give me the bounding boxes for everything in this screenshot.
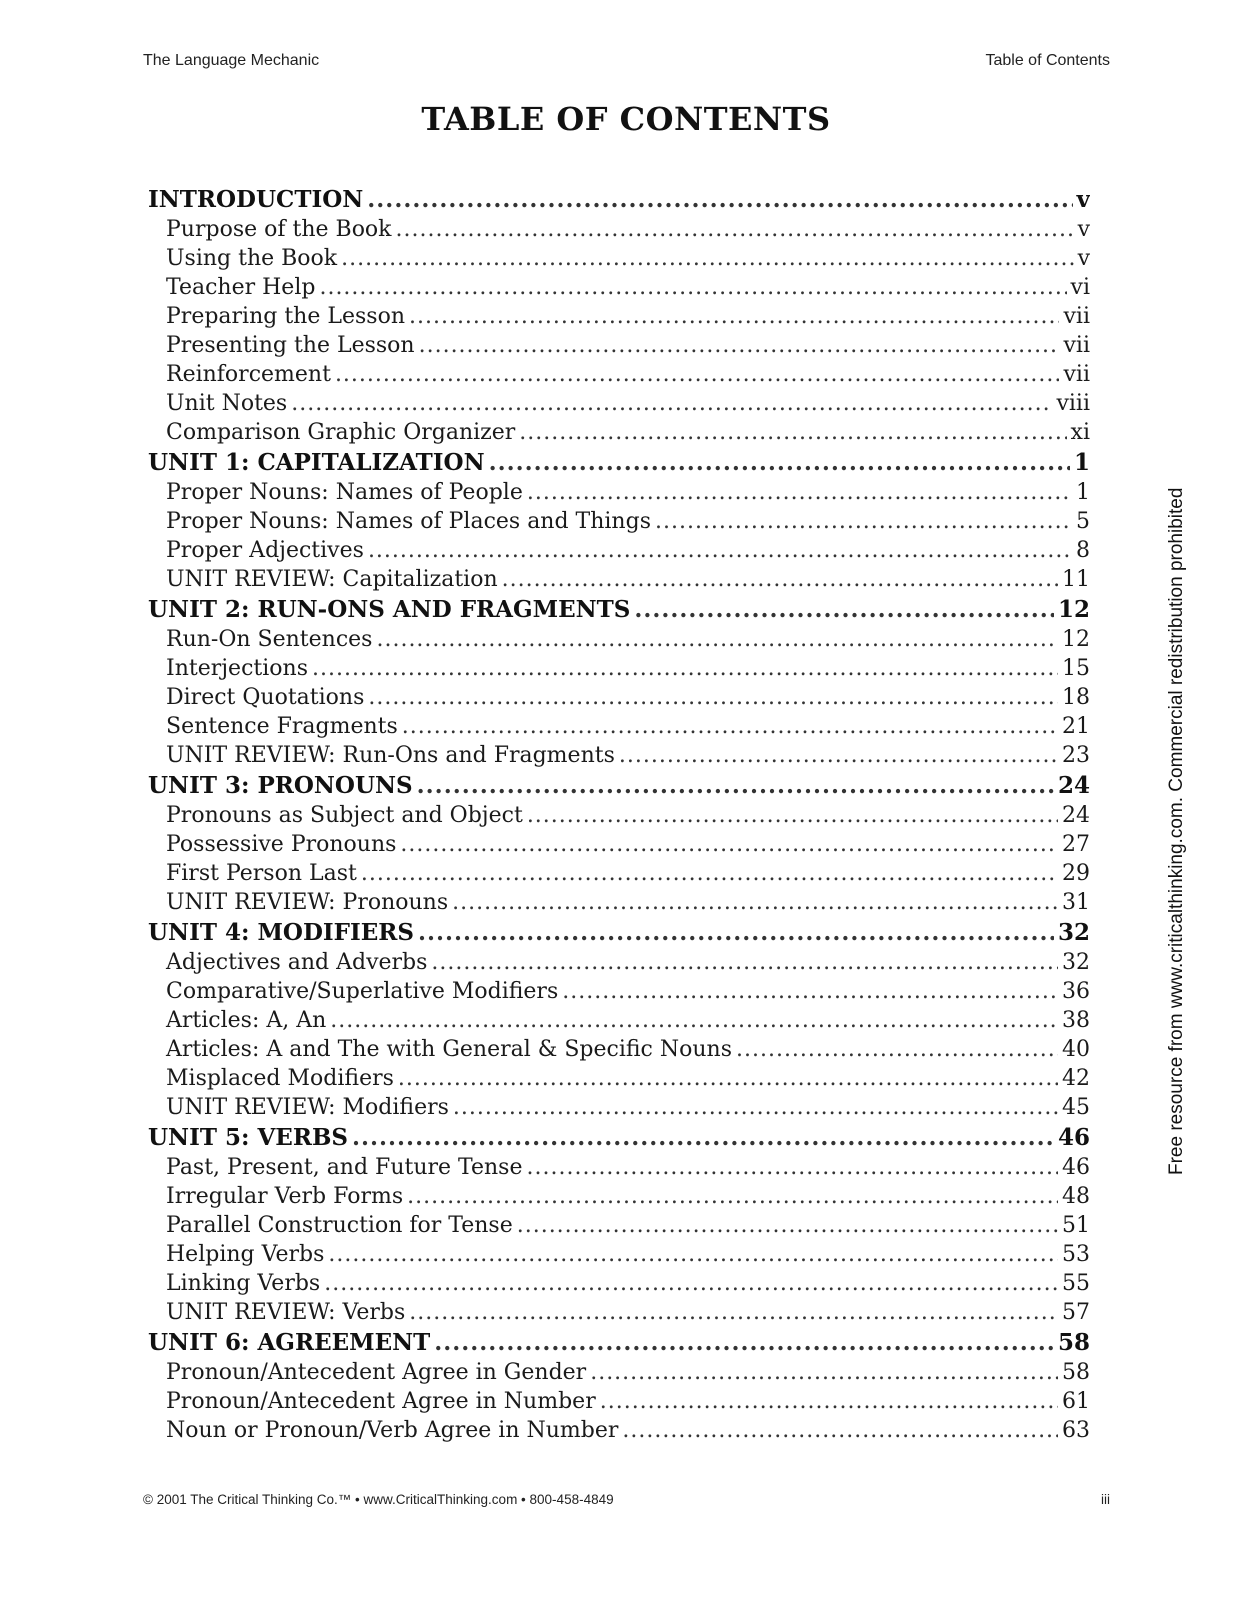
- toc-entry-row: [148, 1298, 1090, 1327]
- dot-leader: [409, 302, 1060, 331]
- toc-unit-row: [148, 770, 1090, 801]
- toc-entry-label: Noun or Pronoun/Verb Agree in Number: [166, 1418, 619, 1443]
- toc-page-number: 58: [1057, 1329, 1090, 1356]
- dot-leader: [312, 654, 1058, 683]
- toc-page-number: 57: [1062, 1300, 1090, 1325]
- dot-leader: [452, 888, 1058, 917]
- toc-entry-row: [148, 536, 1090, 565]
- toc-entry-row: [148, 683, 1090, 712]
- toc-entry-label: Preparing the Lesson: [166, 304, 405, 329]
- toc-page-number: 45: [1062, 1095, 1090, 1120]
- toc-entry-label: UNIT REVIEW: Pronouns: [166, 890, 449, 915]
- dot-leader: [502, 565, 1058, 594]
- toc-entry-label: Using the Book: [166, 246, 338, 271]
- toc-page-number: 18: [1062, 685, 1090, 710]
- dot-leader: [407, 1182, 1058, 1211]
- toc-entry-label: Proper Nouns: Names of Places and Things: [166, 509, 651, 534]
- dot-leader: [517, 1211, 1058, 1240]
- toc-unit-row: [148, 594, 1090, 625]
- dot-leader: [361, 859, 1058, 888]
- dot-leader: [519, 418, 1066, 447]
- toc-unit-row: [148, 447, 1090, 478]
- toc-entry-label: UNIT 3: PRONOUNS: [148, 772, 413, 799]
- toc-entry-label: Articles: A and The with General & Specific Nouns: [166, 1037, 732, 1062]
- dot-leader: [409, 1298, 1058, 1327]
- dot-leader: [396, 215, 1074, 244]
- toc-entry-label: Purpose of the Book: [166, 217, 392, 242]
- toc-page-number: vi: [1070, 275, 1090, 300]
- footer-page-number: iii: [1101, 1492, 1110, 1507]
- toc-page-number: vii: [1063, 304, 1090, 329]
- toc-page-number: 24: [1062, 803, 1090, 828]
- toc-entry-label: UNIT 1: CAPITALIZATION: [148, 449, 485, 476]
- toc-page-number: 51: [1062, 1213, 1090, 1238]
- toc-entry-label: Misplaced Modifiers: [166, 1066, 394, 1091]
- toc-entry-label: Possessive Pronouns: [166, 832, 397, 857]
- dot-leader: [489, 447, 1070, 478]
- dot-leader: [434, 1327, 1054, 1358]
- dot-leader: [590, 1358, 1058, 1387]
- toc-entry-row: [148, 273, 1090, 302]
- dot-leader: [417, 770, 1054, 801]
- toc-entry-row: [148, 1416, 1090, 1445]
- toc-entry-label: Interjections: [166, 656, 308, 681]
- toc-entry-label: Linking Verbs: [166, 1271, 321, 1296]
- dot-leader: [527, 1153, 1059, 1182]
- toc-entry-row: [148, 244, 1090, 273]
- toc-page-number: 1: [1076, 480, 1090, 505]
- dot-leader: [619, 741, 1058, 770]
- dot-leader: [736, 1035, 1058, 1064]
- toc-entry-label: Irregular Verb Forms: [166, 1184, 404, 1209]
- toc-page-number: 48: [1062, 1184, 1090, 1209]
- toc-entry-label: Reinforcement: [166, 362, 331, 387]
- dot-leader: [319, 273, 1066, 302]
- page-title: TABLE OF CONTENTS: [421, 100, 831, 138]
- toc-entry-label: Unit Notes: [166, 391, 288, 416]
- toc-entry-label: Pronouns as Subject and Object: [166, 803, 523, 828]
- toc-page-number: 12: [1062, 627, 1090, 652]
- toc-page-number: 46: [1062, 1155, 1090, 1180]
- toc-entry-row: [148, 977, 1090, 1006]
- toc-entry-label: UNIT 4: MODIFIERS: [148, 919, 415, 946]
- toc-entry-row: [148, 888, 1090, 917]
- dot-leader: [418, 917, 1054, 948]
- dot-leader: [655, 507, 1072, 536]
- dot-leader: [634, 594, 1054, 625]
- dot-leader: [431, 948, 1058, 977]
- dot-leader: [352, 1122, 1054, 1153]
- dot-leader: [622, 1416, 1058, 1445]
- dot-leader: [368, 536, 1072, 565]
- dot-leader: [367, 184, 1072, 215]
- toc-entry-row: [148, 1240, 1090, 1269]
- toc-page-number: 5: [1076, 509, 1090, 534]
- dot-leader: [328, 1240, 1058, 1269]
- footer-copyright: © 2001 The Critical Thinking Co.™ • www.CriticalThinking.com • 800-458-4849: [143, 1492, 614, 1507]
- toc-entry-label: Parallel Construction for Tense: [166, 1213, 513, 1238]
- toc-page-number: 55: [1062, 1271, 1090, 1296]
- toc-page-number: 1: [1073, 449, 1090, 476]
- dot-leader: [341, 244, 1073, 273]
- page-header: [143, 52, 1110, 70]
- toc-page-number: 21: [1062, 714, 1090, 739]
- toc-entry-row: [148, 215, 1090, 244]
- dot-leader: [527, 478, 1072, 507]
- toc-entry-label: Past, Present, and Future Tense: [166, 1155, 523, 1180]
- page-footer: [143, 1492, 1110, 1507]
- dot-leader: [402, 712, 1058, 741]
- toc-page-number: 23: [1062, 743, 1090, 768]
- header-book-title: The Language Mechanic: [143, 52, 320, 69]
- dot-leader: [330, 1006, 1058, 1035]
- toc-page-number: 32: [1062, 950, 1090, 975]
- toc-entry-label: UNIT REVIEW: Modifiers: [166, 1095, 449, 1120]
- toc-entry-label: UNIT 5: VERBS: [148, 1124, 349, 1151]
- toc-entry-row: [148, 712, 1090, 741]
- toc-entry-row: [148, 331, 1090, 360]
- toc-entry-row: [148, 389, 1090, 418]
- toc-page-number: 29: [1062, 861, 1090, 886]
- dot-leader: [400, 830, 1058, 859]
- toc-entry-row: [148, 507, 1090, 536]
- toc-entry-label: Presenting the Lesson: [166, 333, 415, 358]
- toc-entry-label: Proper Adjectives: [166, 538, 364, 563]
- toc-entry-row: [148, 1064, 1090, 1093]
- toc-page-number: 31: [1062, 890, 1090, 915]
- toc-entry-row: [148, 1182, 1090, 1211]
- toc-entry-label: Comparative/Superlative Modifiers: [166, 979, 559, 1004]
- toc-entry-label: UNIT REVIEW: Verbs: [166, 1300, 406, 1325]
- header-section-title: Table of Contents: [985, 52, 1110, 69]
- dot-leader: [419, 331, 1060, 360]
- dot-leader: [527, 801, 1058, 830]
- toc-entry-label: UNIT REVIEW: Capitalization: [166, 567, 498, 592]
- toc-page-number: 63: [1062, 1418, 1090, 1443]
- toc-page-number: 24: [1057, 772, 1090, 799]
- toc-page-number: viii: [1056, 391, 1090, 416]
- toc-entry-label: UNIT 2: RUN-ONS AND FRAGMENTS: [148, 596, 631, 623]
- toc-entry-label: Direct Quotations: [166, 685, 365, 710]
- toc-entry-row: [148, 741, 1090, 770]
- dot-leader: [335, 360, 1060, 389]
- side-note: Free resource from www.criticalthinking.com. Commercial redistribution prohibited: [1166, 487, 1187, 1175]
- toc-entry-row: [148, 830, 1090, 859]
- dot-leader: [291, 389, 1052, 418]
- toc-page-number: v: [1077, 246, 1090, 271]
- toc-entry-label: First Person Last: [166, 861, 357, 886]
- toc-entry-row: [148, 1093, 1090, 1122]
- toc-page-number: 58: [1062, 1360, 1090, 1385]
- toc-entry-label: Helping Verbs: [166, 1242, 325, 1267]
- toc-entry-row: [148, 1035, 1090, 1064]
- toc-entry-row: [148, 1006, 1090, 1035]
- toc-unit-row: [148, 1122, 1090, 1153]
- toc-entry-row: [148, 625, 1090, 654]
- dot-leader: [376, 625, 1058, 654]
- toc-page-number: 8: [1076, 538, 1090, 563]
- dot-leader: [368, 683, 1058, 712]
- dot-leader: [600, 1387, 1058, 1416]
- toc-entry-row: [148, 1153, 1090, 1182]
- toc-entry-row: [148, 1358, 1090, 1387]
- toc-page-number: 46: [1057, 1124, 1090, 1151]
- toc-unit-row: [148, 917, 1090, 948]
- toc-entry-row: [148, 302, 1090, 331]
- toc-entry-label: Adjectives and Adverbs: [166, 950, 428, 975]
- toc-entry-label: Pronoun/Antecedent Agree in Number: [166, 1389, 596, 1414]
- toc-page-number: vii: [1063, 362, 1090, 387]
- toc-page-number: 12: [1057, 596, 1090, 623]
- dot-leader: [562, 977, 1058, 1006]
- dot-leader: [453, 1093, 1058, 1122]
- toc-unit-row: [148, 1327, 1090, 1358]
- toc-entry-label: UNIT REVIEW: Run-Ons and Fragments: [166, 743, 615, 768]
- toc-entry-row: [148, 859, 1090, 888]
- toc-entry-label: Run-On Sentences: [166, 627, 373, 652]
- toc-page-number: 36: [1062, 979, 1090, 1004]
- toc-page-number: 38: [1062, 1008, 1090, 1033]
- dot-leader: [398, 1064, 1058, 1093]
- toc-entry-label: Articles: A, An: [166, 1008, 327, 1033]
- toc-page-number: v: [1076, 186, 1090, 213]
- toc-page-number: xi: [1070, 420, 1090, 445]
- toc-entry-row: [148, 478, 1090, 507]
- toc-entry-row: [148, 1387, 1090, 1416]
- toc-page-number: 15: [1062, 656, 1090, 681]
- toc-entry-row: [148, 948, 1090, 977]
- table-of-contents: [148, 184, 1090, 1445]
- toc-entry-label: Proper Nouns: Names of People: [166, 480, 523, 505]
- toc-page-number: 27: [1062, 832, 1090, 857]
- toc-unit-row: [148, 184, 1090, 215]
- toc-page-number: 32: [1057, 919, 1090, 946]
- toc-entry-row: [148, 418, 1090, 447]
- toc-entry-row: [148, 360, 1090, 389]
- toc-page-number: 61: [1062, 1389, 1090, 1414]
- toc-page-number: 42: [1062, 1066, 1090, 1091]
- toc-page-number: 40: [1062, 1037, 1090, 1062]
- toc-entry-label: Sentence Fragments: [166, 714, 398, 739]
- toc-entry-label: Pronoun/Antecedent Agree in Gender: [166, 1360, 587, 1385]
- toc-entry-row: [148, 1211, 1090, 1240]
- toc-entry-label: UNIT 6: AGREEMENT: [148, 1329, 431, 1356]
- dot-leader: [324, 1269, 1058, 1298]
- toc-entry-row: [148, 801, 1090, 830]
- toc-page-number: 53: [1062, 1242, 1090, 1267]
- toc-page-number: vii: [1063, 333, 1090, 358]
- toc-entry-label: Teacher Help: [166, 275, 316, 300]
- toc-entry-label: Comparison Graphic Organizer: [166, 420, 516, 445]
- toc-page-number: v: [1077, 217, 1090, 242]
- toc-entry-label: INTRODUCTION: [148, 186, 364, 213]
- toc-entry-row: [148, 565, 1090, 594]
- toc-entry-row: [148, 1269, 1090, 1298]
- toc-entry-row: [148, 654, 1090, 683]
- toc-page-number: 11: [1062, 567, 1090, 592]
